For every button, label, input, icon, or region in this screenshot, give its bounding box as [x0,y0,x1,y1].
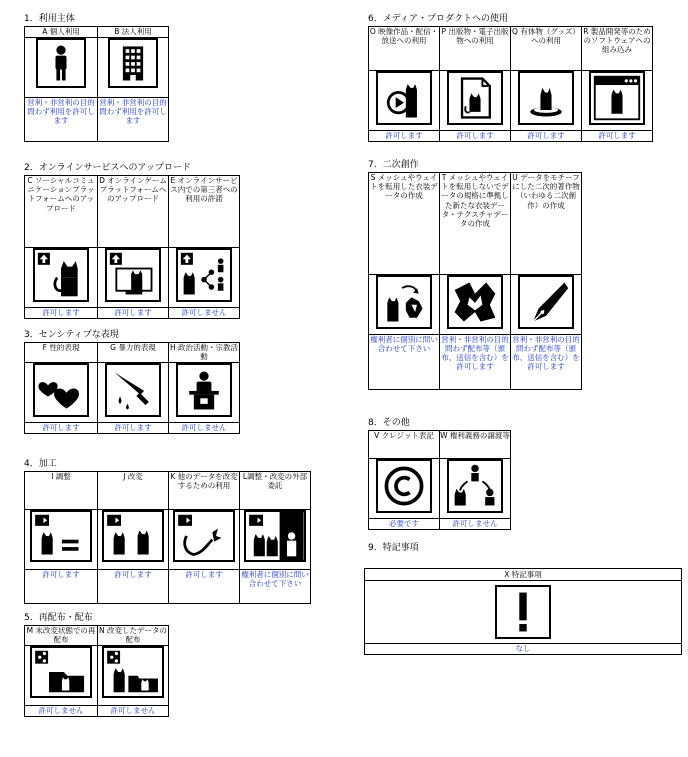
item-header: N 改変したデータの配布 [99,626,167,645]
item-status: 許可します [25,570,98,604]
other-data-icon [173,510,235,562]
item-header: E オンラインサービス内での第三者への利用の許諾 [169,176,240,248]
podium-speaker-icon [176,363,232,417]
section-title: 8．その他 [368,418,410,428]
item-header: K 他のデータを改変するための利用 [169,472,240,510]
item-header: A 個人利用 [25,27,98,38]
section-special-notes [368,543,419,555]
transfer-icon [447,459,503,513]
item-status: 必要です [369,519,440,530]
item-header: F 性的表現 [25,343,98,363]
goods-icon [518,71,574,125]
item-header: W 権利義務の譲渡等 [440,431,511,459]
item-header: U データをモチーフにした二次的著作物（いわゆる二次創作）の作成 [511,173,582,275]
publication-icon [447,71,503,125]
item-status: 許可します [169,570,240,604]
pen-nib-icon [518,275,574,329]
upload-game-icon [105,248,161,302]
item-status: 許可します [369,131,440,142]
software-icon [589,71,645,125]
license-table [24,342,240,434]
modify-icon [102,510,164,562]
copyright-icon [376,459,432,513]
third-party-share-icon [176,248,232,302]
building-icon [108,38,158,88]
item-status: 許可します [511,131,582,142]
item-header: C ソーシャルコミュニケーションプラットフォームへのアップロード [25,176,98,248]
item-header: L調整・改変の外部委託 [240,472,311,510]
exclamation-icon [495,585,551,639]
item-header: X 特記事項 [365,569,681,581]
item-header: O 映像作品・配信・放送への利用 [369,27,440,71]
section-media-product [368,14,653,142]
item-status: 許可しません [25,706,98,717]
license-table [24,175,240,319]
item-status: 権利者に個別に問い合わせて下さい [240,570,311,604]
item-header: D オンラインゲームプラットフォームへのアップロード [98,176,169,248]
section-title: 6．メディア・プロダクトへの使用 [368,14,509,24]
item-status: 許可します [25,423,98,434]
person-icon [36,38,86,88]
video-icon [376,71,432,125]
item-status: 営利・非営利の目的問わず利用を許可します [98,98,169,142]
section-redistribution [24,613,169,717]
section-other [368,418,511,530]
item-status: 権利者に個別に問い合わせて下さい [369,335,440,390]
section-sensitive-expression [24,330,240,434]
license-table [368,26,653,142]
section-title: 5．再配布・配布 [24,613,93,623]
adjust-icon [30,510,92,562]
license-table [24,625,169,717]
section-title: 2．オンラインサービスへのアップロード [24,163,191,173]
license-table [368,430,511,530]
item-header: Q 有体物（グッズ）への利用 [511,27,582,71]
item-status: 許可します [98,308,169,319]
item-status: 許可しません [440,519,511,530]
section-usage-subject [24,14,169,142]
item-status: 許可しません [169,423,240,434]
section-title: 9．特記事項 [368,543,419,553]
item-status: 許可しません [169,308,240,319]
license-table [24,471,311,604]
upload-sns-icon [33,248,89,302]
section-title: 1．利用主体 [24,14,75,24]
item-header: H 政治活動・宗教活動 [169,343,239,362]
section-title: 3．センシティブな表現 [24,330,119,340]
hearts-icon [33,363,89,417]
item-status: 許可します [440,131,511,142]
item-header: T メッシュやウェイトを転用しないでデータの規格に準拠した新たな衣装データ・テクスチャデータの作成 [440,173,511,275]
section-title: 4．加工 [24,459,57,469]
item-status: 許可しません [98,706,169,717]
fabric-icon [447,275,503,329]
item-header: M 未改変状態での再配布 [25,626,98,646]
knife-icon [105,363,161,417]
item-header: G 暴力的表現 [98,343,169,363]
section-title: 7．二次創作 [368,160,419,170]
section-derivative-works [368,160,582,390]
license-table [368,172,582,390]
item-header: I 調整 [25,472,98,510]
item-status: 許可します [98,570,169,604]
item-header: J 改変 [98,472,169,510]
item-status: なし [515,644,531,653]
item-header: V クレジット表記 [369,431,440,459]
item-header: S メッシュやウェイトを転用した衣装データの作成 [369,173,440,275]
item-status: 営利・非営利の目的問わず配布等（頒布、送信を含む）を許可します [511,335,582,390]
item-header: R 製品開発等のためのソフトウェアへの組み込み [582,27,653,71]
item-header: B 法人利用 [98,27,169,38]
distribute-modified-icon [102,646,164,698]
costume-mesh-icon [376,275,432,329]
item-status: 営利・非営利の目的問わず利用を許可します [25,98,98,142]
section-processing [24,459,311,604]
item-status: 許可します [25,308,98,319]
license-table [24,26,169,142]
section-online-upload [24,163,240,319]
item-header: P 出版物・電子出版物への利用 [440,27,511,71]
item-status: 許可します [582,131,653,142]
outsource-icon [244,510,306,562]
item-status: 営利・非営利の目的問わず配布等（頒布、送信を含む）を許可します [440,335,511,390]
redistribute-icon [30,646,92,698]
item-status: 許可します [98,423,169,434]
